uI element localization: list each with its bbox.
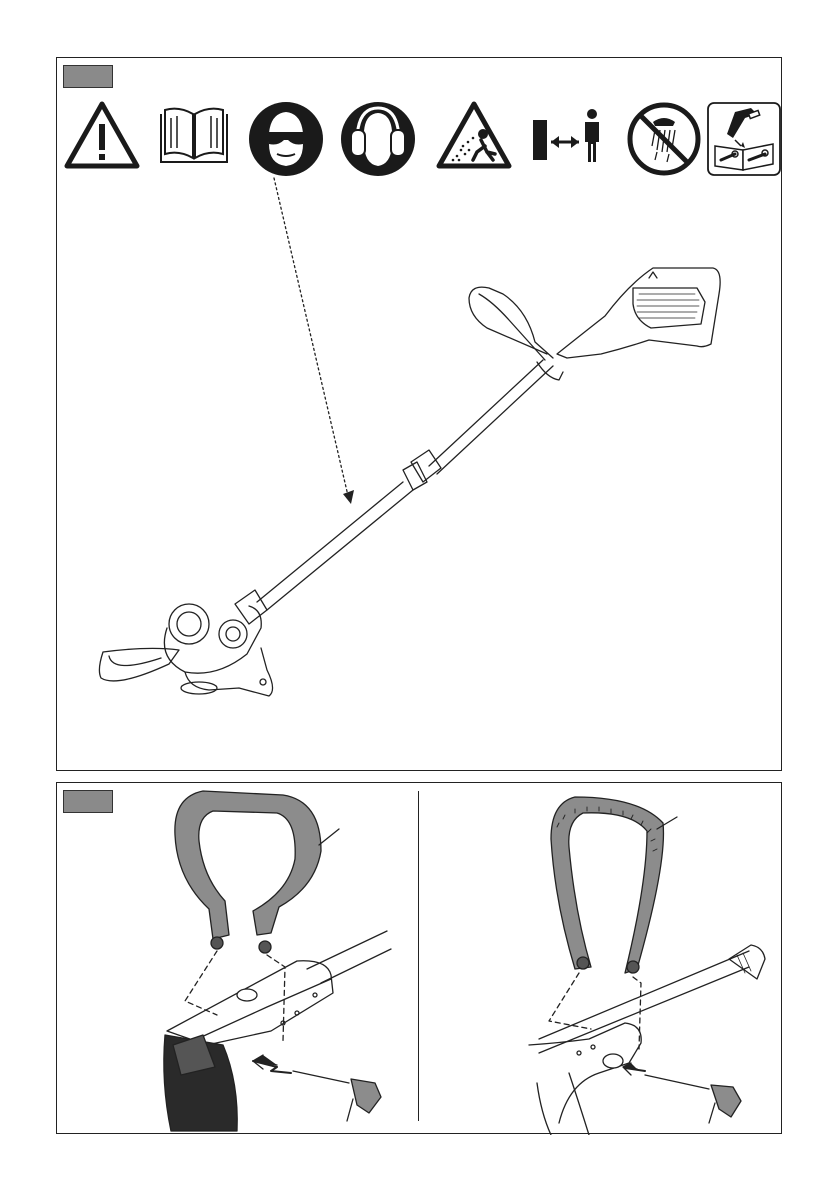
pointer-arrowhead	[343, 490, 354, 504]
handle-assembly-right	[419, 783, 783, 1135]
motor-battery-housing	[557, 268, 720, 358]
loop-handle	[551, 797, 663, 973]
d-handle	[175, 791, 321, 939]
figure-2-panel	[56, 782, 782, 1134]
edge-guide	[99, 648, 179, 681]
string-trimmer-illustration	[57, 58, 783, 772]
handle-assembly-left	[57, 783, 419, 1135]
eye-protection-pointer-line	[274, 178, 349, 500]
telescopic-collar	[411, 450, 441, 482]
figure-1-panel	[56, 57, 782, 771]
motor-head-cap	[169, 604, 209, 644]
